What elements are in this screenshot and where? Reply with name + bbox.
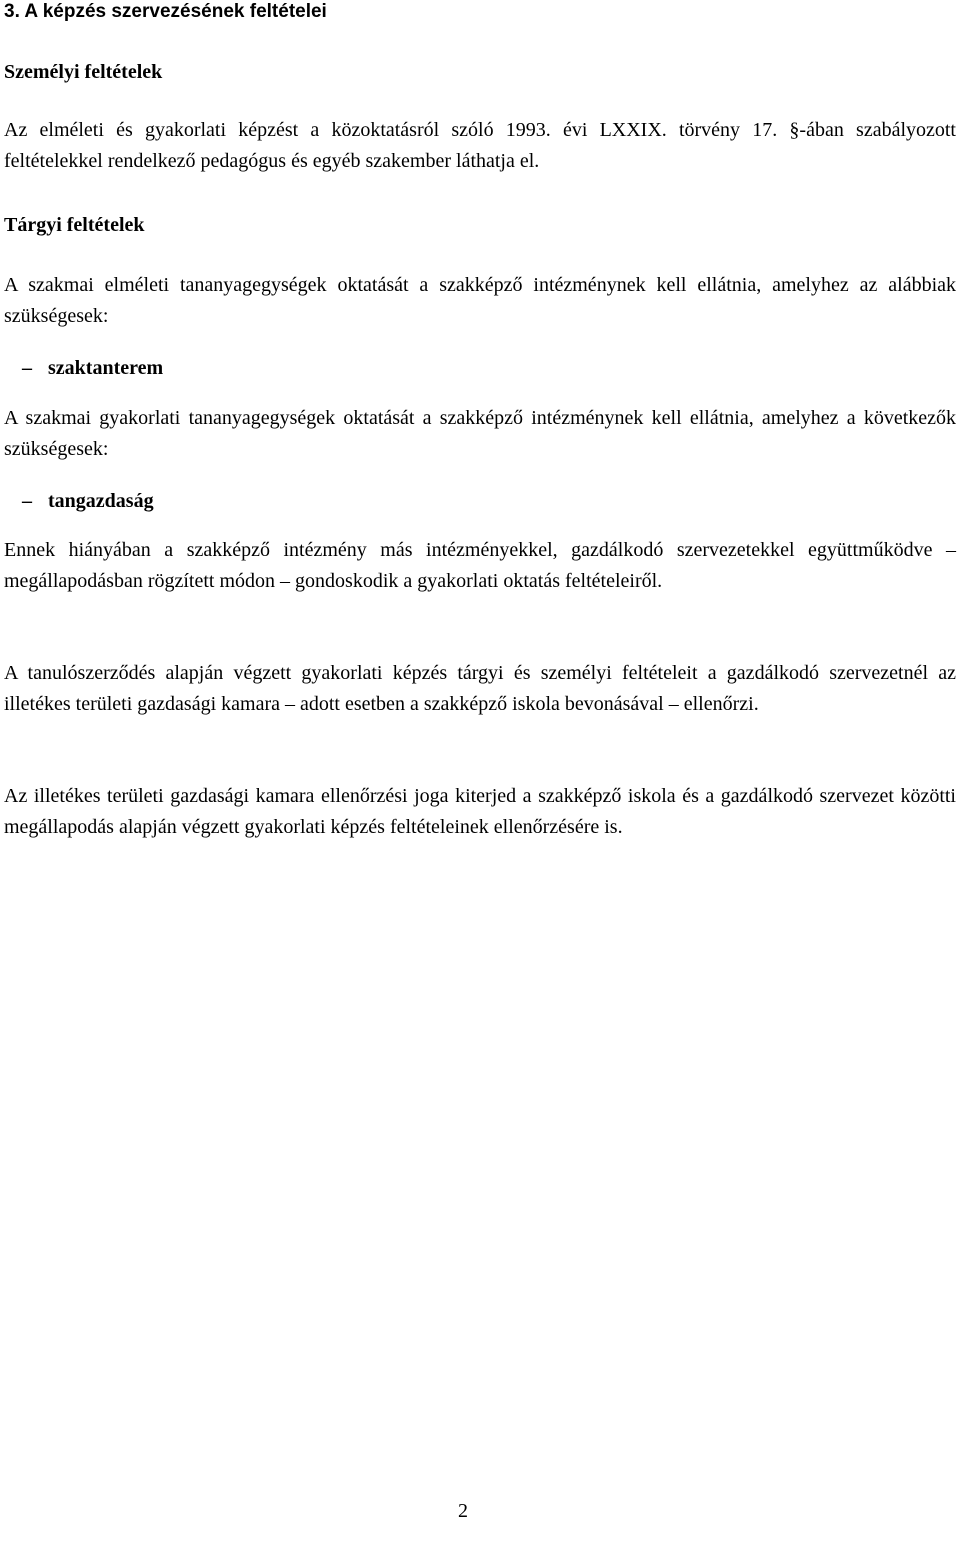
apprenticeship-inspection-paragraph: A tanulószerződés alapján végzett gyakorlati képzés tárgyi és személyi feltételeit a gazdálkodó szervezetnél az illetékes területi gazdasági kamara – adott esetben a szakképző iskola bevonásával – ellenőrzi. — [4, 662, 956, 715]
page-number: 2 — [458, 1500, 468, 1522]
bullet-classroom — [22, 356, 163, 380]
material-conditions-heading: Tárgyi feltételek — [4, 214, 145, 236]
bullet-farm — [22, 489, 154, 513]
practice-requirements-paragraph: A szakmai gyakorlati tananyagegységek oktatását a szakképző intézménynek kell ellátnia, amelyhez a következők szükségesek: — [4, 407, 956, 460]
bullet-dash: – — [22, 490, 32, 512]
theory-requirements-paragraph: A szakmai elméleti tananyagegységek oktatását a szakképző intézménynek kell ellátnia, amelyhez az alábbiak szükségesek: — [4, 274, 956, 327]
bullet-farm-label: tangazdaság — [48, 490, 154, 512]
personal-conditions-paragraph: Az elméleti és gyakorlati képzést a közoktatásról szóló 1993. évi LXXIX. törvény 17. §-ában szabályozott feltételekkel rendelkező pedagógus és egyéb szakember láthatja el. — [4, 119, 956, 172]
personal-conditions-heading: Személyi feltételek — [4, 61, 163, 83]
section-heading: 3. A képzés szervezésének feltételei — [4, 1, 327, 22]
bullet-dash: – — [22, 357, 32, 379]
bullet-classroom-label: szaktanterem — [48, 357, 164, 379]
chamber-authority-paragraph: Az illetékes területi gazdasági kamara ellenőrzési joga kiterjed a szakképző iskola és a gazdálkodó szervezet közötti megállapodás alapján végzett gyakorlati képzés feltételeinek ellenőrzésére is. — [4, 785, 956, 838]
alternative-arrangement-paragraph: Ennek hiányában a szakképző intézmény más intézményekkel, gazdálkodó szervezetekkel együttműködve – megállapodásban rögzített módon – gondoskodik a gyakorlati oktatás feltételeiről. — [4, 539, 956, 592]
